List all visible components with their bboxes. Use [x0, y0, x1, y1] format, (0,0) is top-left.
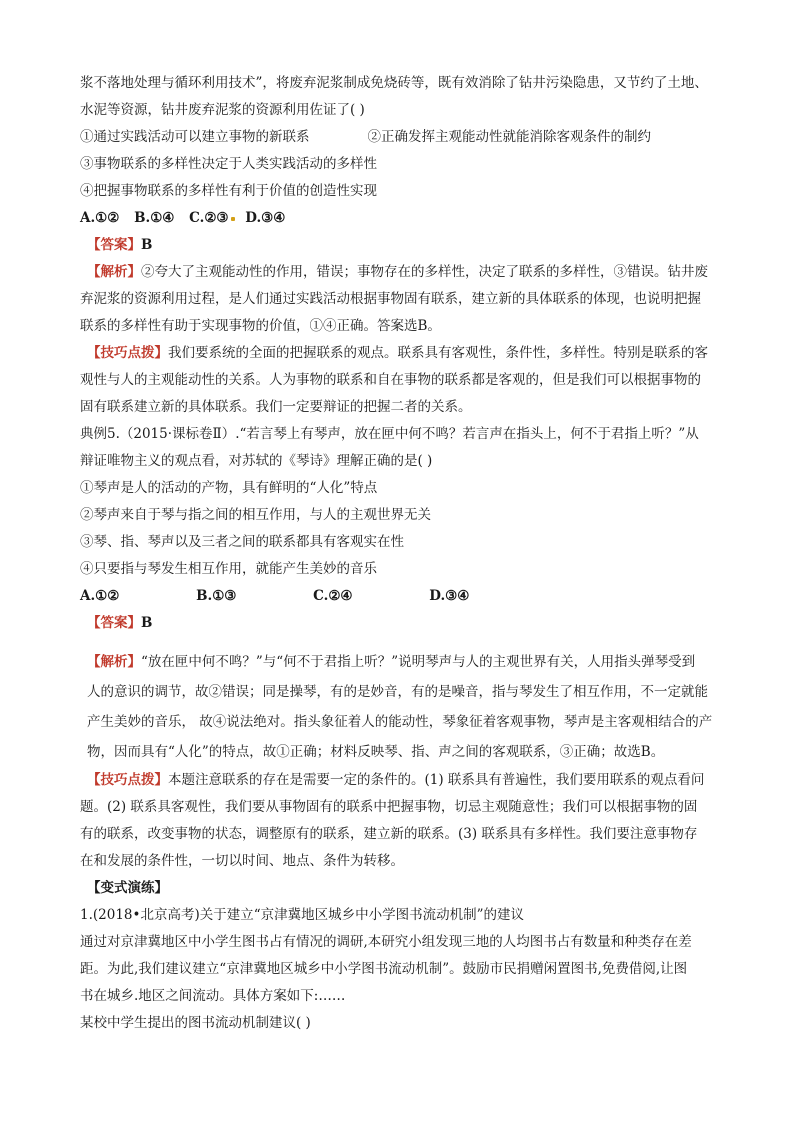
q5-tip-line-3: 有的联系，改变事物的状态，调整原有的联系，建立新的联系。(3) 联系具有多样性。我们要注意事物存 [80, 826, 698, 842]
q4-tip-line-3: 固有联系建立新的具体联系。我们一定要辩证的把握二者的关系。 [80, 399, 472, 415]
q5-choice-d: D.③④ [429, 588, 470, 604]
q4-answer [80, 232, 720, 259]
tip-label: 【技巧点拨】 [87, 345, 168, 361]
q5-tip-line-2: 题。(2) 联系具客观性，我们要从事物固有的联系中把握事物，切忌主观随意性；我们可以根据事物的固 [80, 799, 698, 815]
document-page [80, 70, 720, 1037]
q4-choices [80, 205, 720, 232]
q5-choice-c: C.②④ [313, 588, 353, 604]
q5-tip-line-1: 【技巧点拨】本题注意联系的存在是需要一定的条件的。(1) 联系具有普遍性，我们要用联系的观点看问 [87, 772, 705, 788]
q5-stem-line-1: 典例5.（2015·课标卷Ⅱ）.“若言琴上有琴声，放在匣中何不鸣？若言声在指头上，何不于君指上听？”从 [80, 426, 699, 442]
q5-analysis-line-4: 物，因而具有“人化”的特点，故①正确；材料反映琴、指、声之间的客观联系，③正确；故选B。 [87, 744, 665, 760]
q5-option-2: ②琴声来自于琴与指之间的相互作用，与人的主观世界无关 [80, 507, 431, 523]
q5-choices [80, 583, 720, 610]
q5-tip-line-4: 在和发展的条件性，一切以时间、地点、条件为转移。 [80, 853, 404, 869]
analysis-label: 【解析】 [87, 264, 141, 280]
q4-option-4: ④把握事物联系的多样性有利于价值的创造性实现 [80, 183, 377, 199]
q4-option-row-1 [80, 124, 720, 151]
q5-answer [80, 610, 720, 637]
q4-analysis-line-2: 弃泥浆的资源利用过程，是人们通过实践活动根据事物固有联系，建立新的具体联系的体现，也说明把握 [80, 291, 701, 307]
q4-option-1: ①通过实践活动可以建立事物的新联系 [80, 129, 310, 145]
q5-option-1: ①琴声是人的活动的产物，具有鲜明的“人化”特点 [80, 480, 378, 496]
q5-option-3: ③琴、指、琴声以及三者之间的联系都具有客观实在性 [80, 534, 404, 550]
practice-q1-line-4: 某校中学生提出的图书流动机制建议( ) [80, 1015, 311, 1031]
answer-value: B [141, 615, 153, 631]
question-5 [80, 421, 720, 875]
q5-stem-line-2: 辩证唯物主义的观点看，对苏轼的《琴诗》理解正确的是( ) [80, 453, 433, 469]
answer-label: 【答案】 [87, 237, 141, 253]
practice-q1-line-3: 书在城乡.地区之间流动。具体方案如下:…… [80, 988, 346, 1004]
practice-q1-line-1: 通过对京津冀地区中小学生图书占有情况的调研,本研究小组发现三地的人均图书占有数量和种类存在差 [80, 934, 692, 950]
q4-tip-line-2: 观性与人的主观能动性的关系。人为事物的联系和自在事物的联系都是客观的，但是我们可以根据事物的 [80, 372, 701, 388]
q4-analysis-line-1: 【解析】②夸大了主观能动性的作用，错误；事物存在的多样性，决定了联系的多样性，③错误。钻井废 [87, 264, 708, 280]
q5-option-4: ④只要指与琴发生相互作用，就能产生美妙的音乐 [80, 561, 377, 577]
tip-label: 【技巧点拨】 [87, 772, 168, 788]
q4-tip-line-1: 【技巧点拨】我们要系统的全面的把握联系的观点。联系具有客观性，条件性，多样性。特别是联系的客 [87, 345, 708, 361]
q4-choice-c: C.②③ [189, 210, 229, 226]
analysis-label: 【解析】 [87, 654, 141, 670]
q4-stem-line-1: 浆不落地处理与循环利用技术”，将废弃泥浆制成免烧砖等，既有效消除了钻井污染隐患，又节约了土地、 [80, 75, 708, 91]
q4-choice-b: B.①④ [134, 210, 175, 226]
q4-choice-a: A.①② [80, 210, 120, 226]
answer-label: 【答案】 [87, 615, 141, 631]
q4-choice-d: D.③④ [245, 210, 286, 226]
practice-heading: 【变式演练】 [87, 880, 168, 896]
question-4 [80, 70, 720, 421]
q5-analysis-line-2: 人的意识的调节，故②错误；同是操琴，有的是妙音，有的是噪音，指与琴发生了相互作用，不一定就能 [87, 684, 708, 700]
q5-analysis-line-1: 【解析】“放在匣中何不鸣？”与“何不于君指上听？”说明琴声与人的主观世界有关，人用指头弹琴受到 [87, 654, 696, 670]
q5-choice-a: A.①② [80, 588, 120, 604]
q5-analysis-line-3: 产生美妙的音乐， 故④说法绝对。指头象征着人的能动性，琴象征着客观事物，琴声是主客观相结合的产 [87, 714, 713, 730]
q4-option-2: ②正确发挥主观能动性就能消除客观条件的制约 [367, 129, 651, 145]
q5-choice-b: B.①③ [196, 588, 237, 604]
answer-value: B [141, 237, 153, 253]
practice-section [80, 875, 720, 1037]
q4-analysis-line-3: 联系的多样性有助于实现事物的价值，①④正确。答案选B。 [80, 318, 441, 334]
practice-q1-title: 1.(2018•北京高考)关于建立“京津冀地区城乡中小学图书流动机制”的建议 [80, 907, 525, 923]
decorative-dot [231, 217, 235, 221]
q4-stem-line-2: 水泥等资源，钻井废弃泥浆的资源利用佐证了( ) [80, 102, 365, 118]
practice-q1-line-2: 距。为此,我们建议建立“京津冀地区城乡中小学图书流动机制”。鼓励市民捐赠闲置图书,免费借阅,让图 [80, 961, 688, 977]
q4-option-3: ③事物联系的多样性决定于人类实践活动的多样性 [80, 156, 377, 172]
